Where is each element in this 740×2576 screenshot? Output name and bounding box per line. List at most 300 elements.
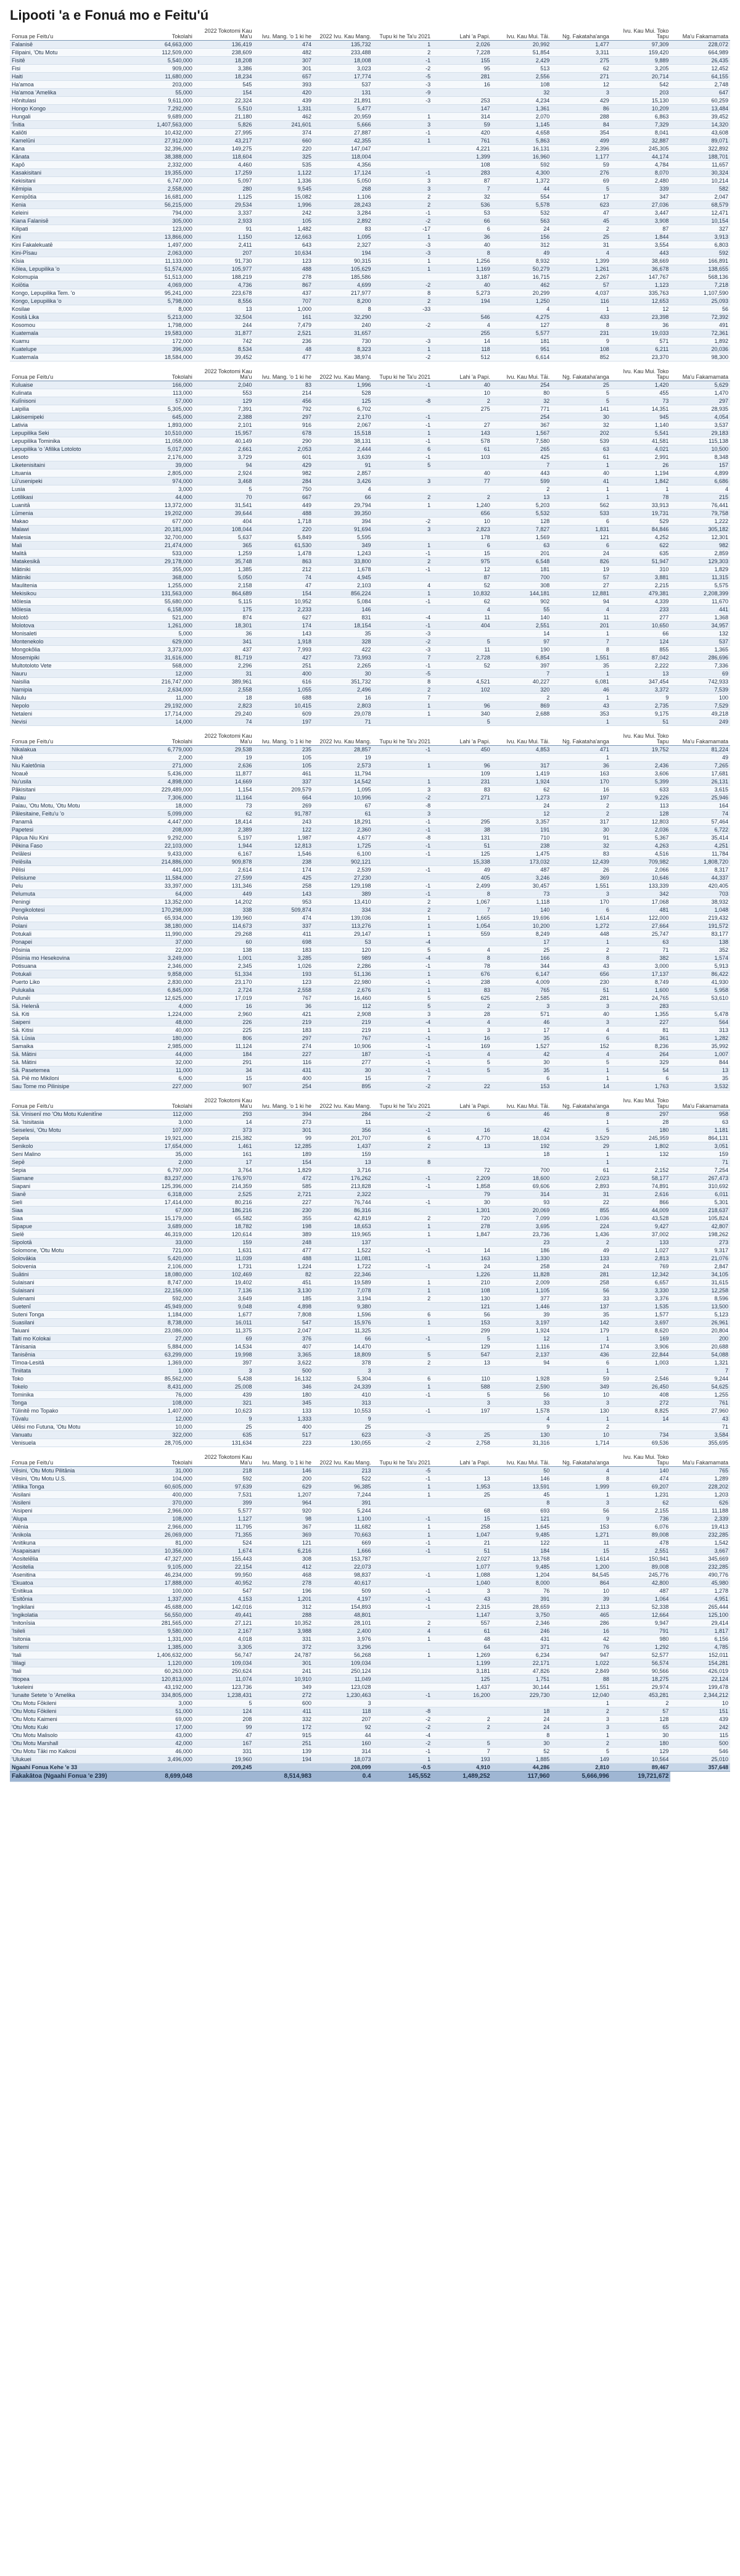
value-cell: 7 bbox=[551, 638, 611, 646]
value-cell: 10,000 bbox=[134, 1423, 194, 1431]
value-cell: 1,436 bbox=[551, 1231, 611, 1239]
value-cell: 332 bbox=[253, 1715, 313, 1724]
value-cell: 30,144 bbox=[492, 1683, 552, 1691]
value-cell: 297 bbox=[611, 1110, 671, 1118]
value-cell: -2 bbox=[373, 794, 433, 802]
value-cell: 174 bbox=[551, 1343, 611, 1351]
value-cell bbox=[373, 1667, 433, 1675]
value-cell: 108 bbox=[492, 81, 552, 89]
value-cell: 1,631 bbox=[194, 1247, 254, 1255]
table-row bbox=[10, 1134, 730, 1142]
value-cell: 7,099 bbox=[492, 1215, 552, 1223]
value-cell: 2,400 bbox=[313, 1627, 373, 1635]
value-cell: 2 bbox=[373, 297, 433, 305]
value-cell: 1,333 bbox=[253, 1415, 313, 1423]
country-name-cell: Sepia bbox=[10, 1166, 134, 1174]
country-name-cell: Nikalakua bbox=[10, 746, 134, 754]
country-name-cell: 'Initonīsia bbox=[10, 1619, 134, 1627]
value-cell: 96 bbox=[432, 702, 492, 710]
value-cell: -1 bbox=[373, 1263, 433, 1271]
country-name-cell: Sepē bbox=[10, 1158, 134, 1166]
value-cell: 11,682 bbox=[313, 1523, 373, 1531]
value-cell: 3,000 bbox=[134, 485, 194, 493]
value-cell: 437 bbox=[194, 646, 254, 654]
value-cell: 2,496 bbox=[313, 686, 373, 694]
value-cell: 131,346 bbox=[194, 882, 254, 890]
value-cell: -3 bbox=[373, 241, 433, 249]
value-cell: 196 bbox=[253, 1587, 313, 1595]
table-row bbox=[10, 321, 730, 329]
column-header: Ivu. Kau Mui. Tāi. bbox=[492, 366, 552, 381]
value-cell: 2,167 bbox=[194, 1627, 254, 1635]
value-cell: 7 bbox=[670, 1367, 730, 1375]
value-cell: 55,680,000 bbox=[134, 598, 194, 606]
table-row bbox=[10, 582, 730, 590]
value-cell: 2 bbox=[551, 1239, 611, 1247]
value-cell: 8,000 bbox=[492, 1579, 552, 1587]
value-cell: 1,095 bbox=[313, 233, 373, 241]
value-cell: 15,518 bbox=[313, 429, 373, 437]
value-cell: 124 bbox=[194, 1707, 254, 1715]
value-cell: 1,844 bbox=[611, 233, 671, 241]
country-name-cell: Mali bbox=[10, 542, 134, 550]
value-cell: 1,477 bbox=[551, 41, 611, 49]
value-cell: 3,181 bbox=[432, 1667, 492, 1675]
value-cell: 1,001 bbox=[194, 954, 254, 962]
value-cell: 19,752 bbox=[611, 746, 671, 754]
value-cell: 312 bbox=[253, 1603, 313, 1611]
value-cell: 693 bbox=[492, 1507, 552, 1515]
value-cell: 2 bbox=[373, 1295, 433, 1303]
value-cell: 18,208 bbox=[194, 57, 254, 65]
value-cell: 14 bbox=[492, 630, 552, 638]
value-cell: 338 bbox=[194, 906, 254, 914]
value-cell: 109,034 bbox=[194, 1659, 254, 1667]
value-cell: 176,970 bbox=[194, 1174, 254, 1183]
value-cell: 2,924 bbox=[194, 469, 254, 477]
value-cell: 334,805,000 bbox=[134, 1691, 194, 1699]
value-cell: 49 bbox=[670, 754, 730, 762]
value-cell: 40 bbox=[432, 469, 492, 477]
value-cell: 4,898 bbox=[253, 1303, 313, 1311]
value-cell: 11,049 bbox=[313, 1675, 373, 1683]
country-name-cell: Sipapue bbox=[10, 1223, 134, 1231]
value-cell: 1 bbox=[551, 938, 611, 946]
value-cell: 4,251 bbox=[670, 842, 730, 850]
country-name-cell: 'Otu Motu Tāki mo Kaikosi bbox=[10, 1748, 134, 1756]
value-cell: 310,692 bbox=[670, 1183, 730, 1191]
column-header: Lahi 'a Papi. bbox=[432, 1096, 492, 1110]
value-cell: 1,243 bbox=[313, 550, 373, 558]
value-cell: 46 bbox=[492, 1018, 552, 1026]
value-cell: 193 bbox=[432, 1756, 492, 1764]
country-name-cell: Sipolotā bbox=[10, 1239, 134, 1247]
value-cell: 69,207 bbox=[611, 1483, 671, 1491]
value-cell: 131,563,000 bbox=[134, 590, 194, 598]
value-cell: 14,470 bbox=[313, 1343, 373, 1351]
value-cell: 425 bbox=[253, 874, 313, 882]
table-row bbox=[10, 1271, 730, 1279]
value-cell bbox=[373, 105, 433, 113]
value-cell: 1 bbox=[551, 1367, 611, 1375]
value-cell: 65,582 bbox=[194, 1215, 254, 1223]
value-cell: 33,000 bbox=[134, 1239, 194, 1247]
table-row bbox=[10, 614, 730, 622]
value-cell: 721,000 bbox=[134, 1247, 194, 1255]
value-cell: 5,595 bbox=[313, 534, 373, 542]
value-cell: 2,296 bbox=[194, 662, 254, 670]
table-row bbox=[10, 842, 730, 850]
value-cell: 477 bbox=[253, 1247, 313, 1255]
value-cell bbox=[373, 1327, 433, 1335]
value-cell: -1 bbox=[373, 962, 433, 970]
table-row bbox=[10, 1067, 730, 1075]
value-cell: 6,863 bbox=[611, 113, 671, 121]
value-cell: 4,339 bbox=[611, 598, 671, 606]
value-cell: 22,980 bbox=[313, 978, 373, 986]
value-cell: 331 bbox=[253, 1635, 313, 1643]
value-cell: 176,262 bbox=[313, 1174, 373, 1183]
value-cell bbox=[373, 1207, 433, 1215]
value-cell: 48,801 bbox=[313, 1611, 373, 1619]
value-cell: 17,714,000 bbox=[134, 710, 194, 718]
value-cell: 219 bbox=[313, 1026, 373, 1034]
value-cell: 37,000 bbox=[134, 938, 194, 946]
country-name-cell: Kuatelupe bbox=[10, 345, 134, 353]
value-cell: 320 bbox=[492, 686, 552, 694]
value-cell: 1 bbox=[373, 1483, 433, 1491]
value-cell: 313 bbox=[313, 1399, 373, 1407]
value-cell: 974,000 bbox=[134, 477, 194, 485]
country-name-cell: Keleini bbox=[10, 209, 134, 217]
country-name-cell: Nu'usila bbox=[10, 778, 134, 786]
country-name-cell: Solovenia bbox=[10, 1263, 134, 1271]
table-row bbox=[10, 954, 730, 962]
country-name-cell: Pelālesi bbox=[10, 850, 134, 858]
value-cell: 131 bbox=[432, 834, 492, 842]
table-row bbox=[10, 930, 730, 938]
value-cell: 82 bbox=[253, 1271, 313, 1279]
value-cell: 5,438 bbox=[194, 1375, 254, 1383]
value-cell: 47 bbox=[253, 582, 313, 590]
value-cell: 2 bbox=[611, 1699, 671, 1707]
value-cell: 19,921,000 bbox=[134, 1134, 194, 1142]
value-cell: 546 bbox=[432, 313, 492, 321]
value-cell: 6 bbox=[373, 1375, 433, 1383]
value-cell: 4,736 bbox=[194, 281, 254, 289]
value-cell: -0.5 bbox=[373, 1764, 433, 1772]
value-cell: 141 bbox=[551, 405, 611, 413]
value-cell: 3,000 bbox=[134, 1118, 194, 1126]
value-cell: 2 bbox=[373, 1359, 433, 1367]
value-cell: 40 bbox=[432, 281, 492, 289]
value-cell: 6 bbox=[551, 1034, 611, 1042]
table-row bbox=[10, 345, 730, 353]
value-cell: 61 bbox=[432, 445, 492, 453]
value-cell: 3,187 bbox=[432, 273, 492, 281]
table-row bbox=[10, 1166, 730, 1174]
value-cell: 71 bbox=[313, 718, 373, 726]
value-cell: 5 bbox=[432, 718, 492, 726]
value-cell: 28,101 bbox=[313, 1619, 373, 1627]
table-row bbox=[10, 1083, 730, 1091]
value-cell: 6,076 bbox=[611, 1523, 671, 1531]
table-row bbox=[10, 906, 730, 914]
table-row bbox=[10, 686, 730, 694]
value-cell: 12 bbox=[432, 566, 492, 574]
value-cell bbox=[432, 1499, 492, 1507]
value-cell: 11,325 bbox=[313, 1327, 373, 1335]
value-cell: 4,910 bbox=[432, 1764, 492, 1772]
value-cell: 100,000 bbox=[134, 1587, 194, 1595]
value-cell: 1,596 bbox=[313, 1311, 373, 1319]
value-cell: 22 bbox=[551, 1199, 611, 1207]
value-cell: 522 bbox=[313, 1475, 373, 1483]
value-cell: 174 bbox=[253, 622, 313, 630]
country-name-cell: 'Isileli bbox=[10, 1627, 134, 1635]
value-cell: 3 bbox=[373, 477, 433, 485]
value-cell: 201,707 bbox=[313, 1134, 373, 1142]
value-cell: 736 bbox=[611, 1515, 671, 1523]
value-cell: 19,960 bbox=[194, 1756, 254, 1764]
value-cell: 3,697 bbox=[611, 1319, 671, 1327]
country-name-cell: Sepela bbox=[10, 1134, 134, 1142]
value-cell: 13,768 bbox=[492, 1555, 552, 1563]
value-cell: 1,256 bbox=[432, 257, 492, 265]
value-cell: 539 bbox=[551, 437, 611, 445]
value-cell: 208,000 bbox=[134, 826, 194, 834]
value-cell: 173,032 bbox=[492, 858, 552, 866]
value-cell: 750 bbox=[253, 485, 313, 493]
value-cell: 1,385,000 bbox=[134, 1643, 194, 1651]
value-cell: 267,473 bbox=[670, 1174, 730, 1183]
value-cell: 46,000 bbox=[134, 1748, 194, 1756]
value-cell: 78 bbox=[432, 962, 492, 970]
value-cell bbox=[373, 874, 433, 882]
value-cell: 39,644 bbox=[194, 510, 254, 518]
value-cell: -2 bbox=[373, 1439, 433, 1447]
value-cell: 1 bbox=[551, 305, 611, 313]
value-cell: 11,795 bbox=[194, 1523, 254, 1531]
column-header: Fonua pe Feitu'u bbox=[10, 1096, 134, 1110]
country-name-cell: Sulaisani bbox=[10, 1287, 134, 1295]
value-cell: 448 bbox=[551, 930, 611, 938]
value-cell: 15,957 bbox=[194, 429, 254, 437]
value-cell: 553 bbox=[194, 389, 254, 397]
value-cell: 9,433,000 bbox=[134, 850, 194, 858]
table-row bbox=[10, 1563, 730, 1571]
value-cell bbox=[432, 694, 492, 702]
country-name-cell: Malawi bbox=[10, 526, 134, 534]
value-cell: 6 bbox=[551, 518, 611, 526]
value-cell: 22,154 bbox=[194, 1563, 254, 1571]
value-cell: 869 bbox=[492, 702, 552, 710]
value-cell: 8,041 bbox=[611, 129, 671, 137]
value-cell: 16,960 bbox=[492, 153, 552, 161]
column-header: Ivu. Kau Mui. Tāi. bbox=[492, 1452, 552, 1467]
country-name-cell: Papetesi bbox=[10, 826, 134, 834]
value-cell: 1,885 bbox=[492, 1756, 552, 1764]
value-cell: 791 bbox=[611, 1627, 671, 1635]
table-row bbox=[10, 866, 730, 874]
value-cell: 31 bbox=[551, 1191, 611, 1199]
report-tables bbox=[10, 26, 730, 1782]
value-cell: 128 bbox=[611, 1715, 671, 1724]
value-cell: 139,036 bbox=[313, 914, 373, 922]
value-cell: -8 bbox=[373, 834, 433, 842]
value-cell: 81,000 bbox=[134, 1539, 194, 1547]
value-cell: 4,770 bbox=[432, 1134, 492, 1142]
value-cell: -1 bbox=[373, 129, 433, 137]
country-name-cell: Siapani bbox=[10, 1183, 134, 1191]
value-cell: 10,214 bbox=[670, 177, 730, 185]
value-cell: 4,677 bbox=[313, 834, 373, 842]
column-header: Tokolahi bbox=[134, 1452, 194, 1467]
value-cell: 308 bbox=[253, 1555, 313, 1563]
table-row bbox=[10, 105, 730, 113]
value-cell: 3,639 bbox=[313, 453, 373, 461]
country-name-cell: Makao bbox=[10, 518, 134, 526]
column-header: Tupu ki he Ta'u 2021 bbox=[373, 731, 433, 746]
value-cell: 1,718 bbox=[253, 518, 313, 526]
value-cell: 174 bbox=[253, 866, 313, 874]
country-name-cell: Lūmenia bbox=[10, 510, 134, 518]
value-cell: 17 bbox=[194, 1158, 254, 1166]
column-header: Ivu. Kau Mui. Toko Tapu bbox=[611, 26, 671, 41]
value-cell: 6,158,000 bbox=[134, 606, 194, 614]
value-cell bbox=[373, 1271, 433, 1279]
value-cell: 1,054 bbox=[432, 922, 492, 930]
value-cell: 2,327 bbox=[313, 241, 373, 249]
value-cell: 19,589 bbox=[313, 1279, 373, 1287]
value-cell: 105 bbox=[253, 754, 313, 762]
value-cell: 31,877 bbox=[194, 329, 254, 337]
value-cell: 5,213,000 bbox=[134, 313, 194, 321]
value-cell: 288 bbox=[253, 1611, 313, 1619]
value-cell: 51,854 bbox=[492, 49, 552, 57]
value-cell: 229,730 bbox=[492, 1691, 552, 1699]
value-cell: 19 bbox=[551, 566, 611, 574]
value-cell: 9,244 bbox=[670, 1375, 730, 1383]
value-cell: 1,614 bbox=[551, 914, 611, 922]
value-cell: 1,125 bbox=[194, 193, 254, 201]
value-cell: 945 bbox=[611, 413, 671, 421]
value-cell: 3,529 bbox=[551, 1134, 611, 1142]
country-name-cell: Kīsia bbox=[10, 257, 134, 265]
value-cell: 11,877 bbox=[194, 770, 254, 778]
value-cell: 1,368 bbox=[670, 614, 730, 622]
value-cell: 439 bbox=[194, 1391, 254, 1399]
value-cell: 2,070 bbox=[492, 113, 552, 121]
value-cell: 17,774 bbox=[313, 73, 373, 81]
value-cell: 1,665 bbox=[432, 914, 492, 922]
value-cell: 22,073 bbox=[313, 1563, 373, 1571]
country-name-cell: Kuamu bbox=[10, 337, 134, 345]
country-name-cell: 'Alupa bbox=[10, 1515, 134, 1523]
value-cell: 425 bbox=[492, 453, 552, 461]
table-row bbox=[10, 397, 730, 405]
value-cell: 2,985,000 bbox=[134, 1042, 194, 1051]
column-header: Tokolahi bbox=[134, 26, 194, 41]
value-cell: 317 bbox=[551, 818, 611, 826]
value-cell: 93 bbox=[492, 1199, 552, 1207]
value-cell: 412 bbox=[253, 1563, 313, 1571]
value-cell: 8,534 bbox=[194, 345, 254, 353]
value-cell: 3,622 bbox=[253, 1359, 313, 1367]
value-cell: 7 bbox=[373, 654, 433, 662]
value-cell: 1,918 bbox=[253, 638, 313, 646]
value-cell: 27,995 bbox=[194, 129, 254, 137]
value-cell: 1,127 bbox=[194, 1515, 254, 1523]
value-cell: 5,017,000 bbox=[134, 445, 194, 453]
value-cell: 1,203 bbox=[670, 1491, 730, 1499]
value-cell: 57 bbox=[611, 1707, 671, 1715]
value-cell: 18,291 bbox=[313, 818, 373, 826]
value-cell: -2 bbox=[373, 1083, 433, 1091]
value-cell: 5 bbox=[432, 638, 492, 646]
country-name-cell: Nevisi bbox=[10, 718, 134, 726]
value-cell: 39 bbox=[551, 1595, 611, 1603]
value-cell: 96 bbox=[432, 762, 492, 770]
value-cell: 6,614 bbox=[492, 353, 552, 361]
value-cell: 6 bbox=[432, 542, 492, 550]
value-cell: 405 bbox=[432, 874, 492, 882]
value-cell: 154,281 bbox=[670, 1659, 730, 1667]
value-cell: 1,271 bbox=[551, 1531, 611, 1539]
value-cell: 94 bbox=[194, 461, 254, 469]
column-header: 2022 Tokotomi Kau Ma'u bbox=[194, 1096, 254, 1110]
value-cell: 2,429 bbox=[492, 57, 552, 65]
value-cell: 1,666 bbox=[313, 1547, 373, 1555]
value-cell: 83 bbox=[551, 850, 611, 858]
value-cell: -1 bbox=[373, 746, 433, 754]
country-name-cell: Sā. Kiti bbox=[10, 1010, 134, 1018]
value-cell bbox=[373, 754, 433, 762]
value-cell: 17,654,000 bbox=[134, 1142, 194, 1150]
value-cell: 5,203 bbox=[492, 502, 552, 510]
value-cell: 113,276 bbox=[313, 922, 373, 930]
value-cell: 18,600 bbox=[492, 1174, 552, 1183]
value-cell: 1,040 bbox=[432, 1579, 492, 1587]
value-cell: 46,319,000 bbox=[134, 1231, 194, 1239]
value-cell: 60,263,000 bbox=[134, 1667, 194, 1675]
value-cell: 391 bbox=[492, 1595, 552, 1603]
value-cell: 10,415 bbox=[253, 702, 313, 710]
value-cell: 12 bbox=[492, 810, 552, 818]
table-row bbox=[10, 169, 730, 177]
value-cell: 1 bbox=[551, 1075, 611, 1083]
value-cell: 23,170 bbox=[194, 978, 254, 986]
value-cell: -5 bbox=[373, 1467, 433, 1475]
value-cell: 676 bbox=[432, 970, 492, 978]
country-name-cell: Seiselesi, 'Otu Motu bbox=[10, 1126, 134, 1134]
table-row bbox=[10, 874, 730, 882]
value-cell: 2,551 bbox=[492, 622, 552, 630]
table-row bbox=[10, 233, 730, 241]
table-row bbox=[10, 485, 730, 493]
value-cell: -1 bbox=[373, 1587, 433, 1595]
value-cell: 761 bbox=[432, 137, 492, 145]
value-cell: 180,000 bbox=[134, 1034, 194, 1042]
table-row bbox=[10, 1740, 730, 1748]
value-cell: 154 bbox=[194, 89, 254, 97]
value-cell: 191 bbox=[492, 826, 552, 834]
value-cell: 864,131 bbox=[670, 1134, 730, 1142]
country-name-cell: Kulinata bbox=[10, 389, 134, 397]
value-cell: 1 bbox=[551, 1415, 611, 1423]
value-cell bbox=[373, 1239, 433, 1247]
value-cell: 5,301 bbox=[670, 1199, 730, 1207]
